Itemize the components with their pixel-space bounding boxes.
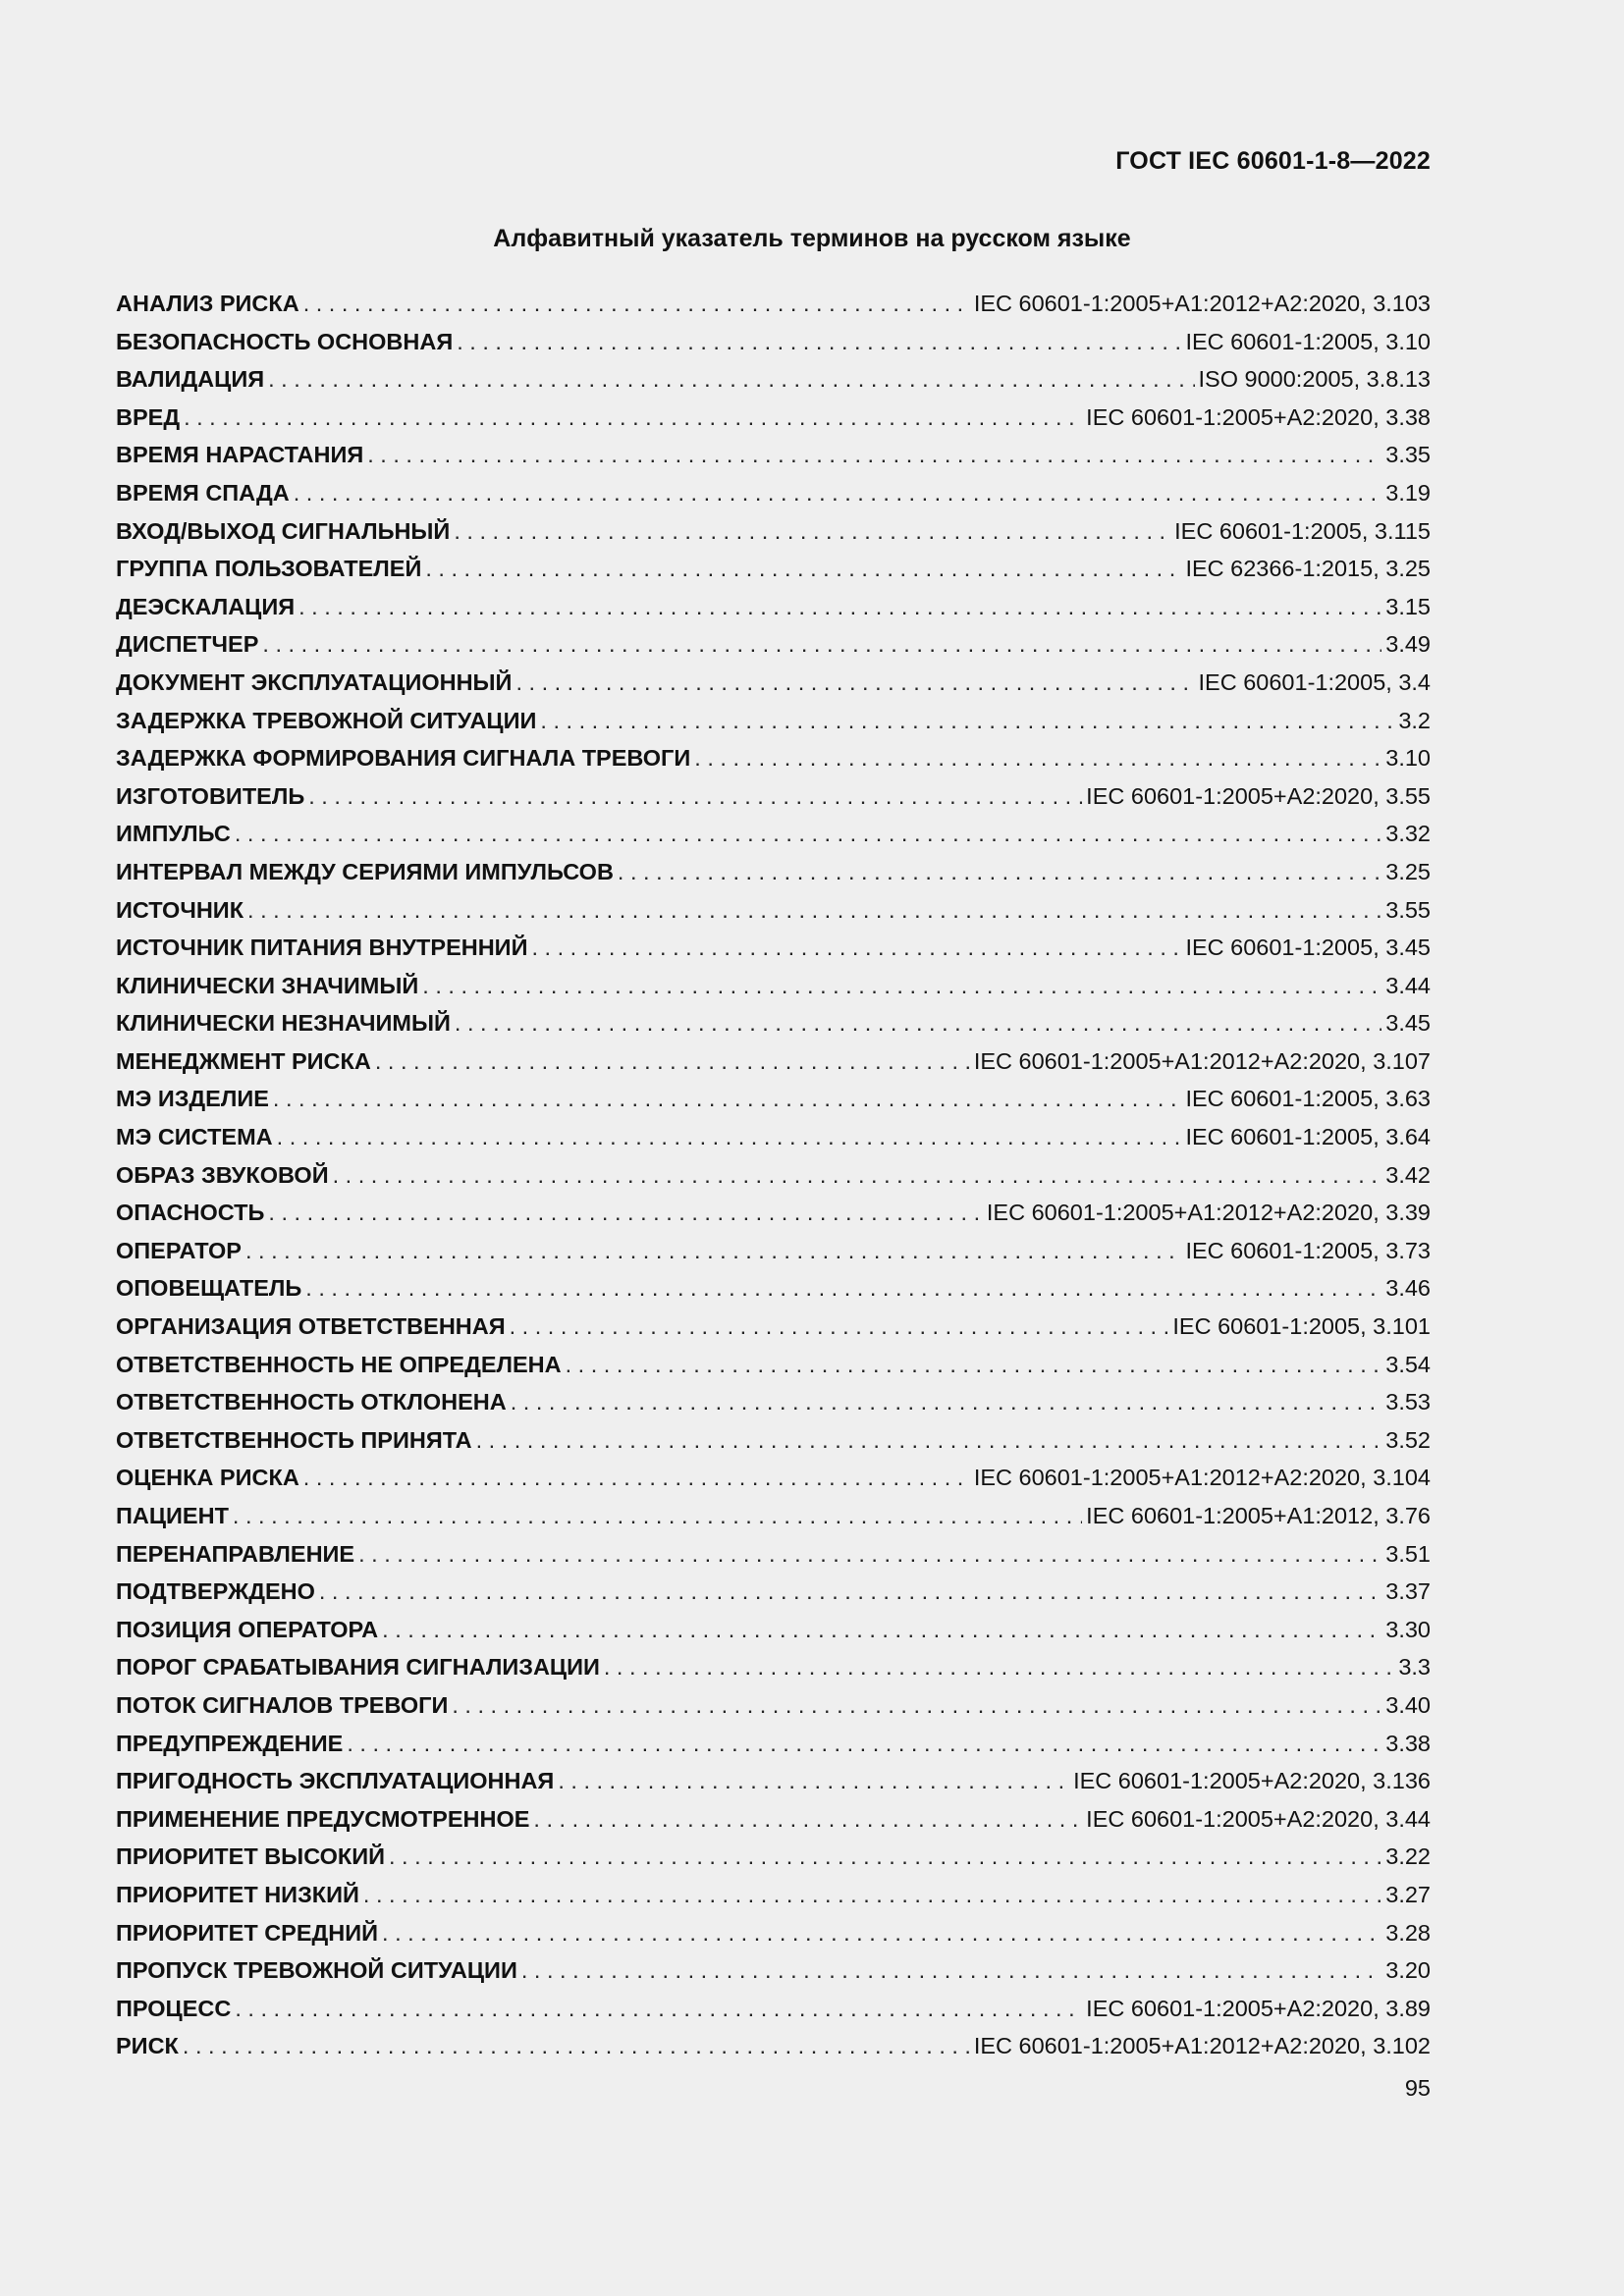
index-reference: 3.27: [1385, 1881, 1431, 1907]
index-entry: [116, 1346, 1431, 1384]
index-reference: 3.53: [1385, 1389, 1431, 1415]
dot-leader: [425, 550, 1181, 588]
index-term: ПРЕДУПРЕЖДЕНИЕ: [116, 1730, 344, 1756]
index-term: ПРИГОДНОСТЬ ЭКСПЛУАТАЦИОННАЯ: [116, 1768, 555, 1794]
index-entry: [116, 1914, 1431, 1952]
dot-leader: [558, 1762, 1069, 1800]
index-reference: IEC 60601-1:2005+A2:2020, 3.55: [1086, 782, 1431, 809]
index-reference: 3.37: [1385, 1578, 1431, 1605]
index-reference: ISO 9000:2005, 3.8.13: [1198, 366, 1431, 393]
index-entry: [116, 1004, 1431, 1042]
index-term: ДЕЭСКАЛАЦИЯ: [116, 593, 296, 619]
dot-leader: [294, 474, 1382, 512]
index-reference: IEC 60601-1:2005+A1:2012+A2:2020, 3.103: [973, 291, 1431, 316]
index-reference: 3.46: [1385, 1275, 1431, 1302]
index-term: АНАЛИЗ РИСКА: [116, 291, 299, 316]
dot-leader: [604, 1648, 1394, 1686]
index-entry: [116, 1990, 1431, 2028]
dot-leader: [298, 588, 1381, 626]
dot-leader: [183, 2027, 970, 2065]
index-term: МЕНЕДЖМЕНТ РИСКА: [116, 1047, 371, 1074]
dot-leader: [303, 285, 970, 323]
dot-leader: [235, 815, 1381, 853]
index-reference: 3.44: [1385, 972, 1431, 998]
index-reference: 3.45: [1385, 1010, 1431, 1037]
index-reference: IEC 60601-1:2005, 3.64: [1185, 1124, 1431, 1150]
index-term: ПРОПУСК ТРЕВОЖНОЙ СИТУАЦИИ: [116, 1957, 517, 1984]
index-term: ОПЕРАТОР: [116, 1237, 242, 1263]
index-reference: 3.42: [1385, 1161, 1431, 1188]
index-entry: [116, 1838, 1431, 1876]
dot-leader: [515, 664, 1194, 702]
index-term: РИСК: [116, 2033, 179, 2059]
index-term: ПОТОК СИГНАЛОВ ТРЕВОГИ: [116, 1691, 449, 1718]
index-reference: 3.54: [1385, 1351, 1431, 1377]
index-entry: [116, 739, 1431, 777]
index-term: ПОДТВЕРЖДЕНО: [116, 1578, 315, 1605]
index-term: ПОРОГ СРАБАТЫВАНИЯ СИГНАЛИЗАЦИИ: [116, 1654, 600, 1681]
dot-leader: [268, 360, 1194, 399]
index-entry: [116, 1194, 1431, 1232]
dot-leader: [511, 1383, 1382, 1421]
index-term: ИНТЕРВАЛ МЕЖДУ СЕРИЯМИ ИМПУЛЬСОВ: [116, 858, 614, 884]
dot-leader: [358, 1535, 1381, 1574]
index-reference: 3.20: [1385, 1957, 1431, 1984]
index-term: ВРЕМЯ СПАДА: [116, 479, 290, 506]
index-entry: [116, 1156, 1431, 1195]
dot-leader: [422, 967, 1381, 1005]
index-term: ОТВЕТСТВЕННОСТЬ НЕ ОПРЕДЕЛЕНА: [116, 1351, 562, 1377]
index-entry: [116, 436, 1431, 474]
index-reference: 3.30: [1385, 1616, 1431, 1642]
index-reference: IEC 60601-1:2005, 3.63: [1185, 1086, 1431, 1112]
index-entry: [116, 399, 1431, 437]
dot-leader: [540, 702, 1394, 740]
dot-leader: [382, 1611, 1381, 1649]
index-entry: [116, 929, 1431, 967]
index-term: ИСТОЧНИК: [116, 896, 244, 923]
index-term: ПРИОРИТЕТ СРЕДНИЙ: [116, 1919, 379, 1946]
dot-leader: [184, 399, 1082, 437]
dot-leader: [308, 777, 1082, 816]
index-entry: [116, 1459, 1431, 1497]
dot-leader: [245, 1232, 1181, 1270]
index-entry: [116, 285, 1431, 323]
index-reference: IEC 60601-1:2005+A2:2020, 3.136: [1073, 1768, 1431, 1794]
index-term: ВАЛИДАЦИЯ: [116, 366, 265, 393]
index-term: ИМПУЛЬС: [116, 821, 231, 847]
index-reference: 3.49: [1385, 631, 1431, 658]
index-entry: [116, 664, 1431, 702]
index-term: ИЗГОТОВИТЕЛЬ: [116, 782, 305, 809]
page-number: 95: [1404, 2075, 1431, 2101]
dot-leader: [363, 1876, 1381, 1914]
dot-leader: [262, 625, 1381, 664]
index-term: ВРЕМЯ НАРАСТАНИЯ: [116, 442, 364, 468]
index-reference: 3.2: [1398, 707, 1431, 733]
document-code: ГОСТ IEC 60601-1-8—2022: [1115, 147, 1431, 175]
index-term: ДОКУМЕНТ ЭКСПЛУАТАЦИОННЫЙ: [116, 668, 513, 695]
index-term: ОЦЕНКА РИСКА: [116, 1465, 299, 1491]
index-reference: IEC 60601-1:2005+A1:2012+A2:2020, 3.104: [973, 1465, 1431, 1491]
index-reference: IEC 60601-1:2005, 3.115: [1174, 517, 1431, 544]
index-reference: IEC 60601-1:2005+A1:2012, 3.76: [1086, 1503, 1431, 1528]
index-entry: [116, 1383, 1431, 1421]
index-entry: [116, 815, 1431, 853]
index-reference: 3.55: [1385, 896, 1431, 923]
index-term: МЭ ИЗДЕЛИЕ: [116, 1086, 269, 1112]
dot-leader: [375, 1042, 970, 1081]
index-term: ПРИМЕНЕНИЕ ПРЕДУСМОТРЕННОЕ: [116, 1805, 530, 1832]
index-entry: [116, 2027, 1431, 2065]
index-reference: IEC 60601-1:2005+A2:2020, 3.38: [1086, 403, 1431, 430]
dot-leader: [303, 1459, 970, 1497]
index-term: КЛИНИЧЕСКИ ЗНАЧИМЫЙ: [116, 972, 419, 998]
dot-leader: [694, 739, 1381, 777]
index-term: ВХОД/ВЫХОД СИГНАЛЬНЫЙ: [116, 517, 451, 544]
index-entry: [116, 891, 1431, 930]
index-term: ОБРАЗ ЗВУКОВОЙ: [116, 1161, 329, 1188]
index-term: ПЕРЕНАПРАВЛЕНИЕ: [116, 1540, 355, 1567]
index-title: Алфавитный указатель терминов на русском языке: [493, 225, 1131, 252]
dot-leader: [533, 1800, 1082, 1839]
index-term: ЗАДЕРЖКА ФОРМИРОВАНИЯ СИГНАЛА ТРЕВОГИ: [116, 745, 691, 772]
index-reference: 3.15: [1385, 593, 1431, 619]
index-reference: 3.32: [1385, 821, 1431, 847]
dot-leader: [319, 1573, 1381, 1611]
index-entry: [116, 625, 1431, 664]
dot-leader: [510, 1308, 1169, 1346]
index-entry: [116, 1686, 1431, 1725]
dot-leader: [347, 1725, 1381, 1763]
index-term: ОПАСНОСТЬ: [116, 1200, 265, 1226]
index-entry: [116, 550, 1431, 588]
dot-leader: [268, 1194, 982, 1232]
index-entry: [116, 1421, 1431, 1460]
index-term: МЭ СИСТЕМА: [116, 1124, 273, 1150]
index-entry: [116, 474, 1431, 512]
dot-leader: [452, 1686, 1381, 1725]
index-reference: 3.19: [1385, 479, 1431, 506]
index-reference: 3.51: [1385, 1540, 1431, 1567]
index-reference: IEC 60601-1:2005+A2:2020, 3.89: [1086, 1995, 1431, 2021]
dot-leader: [273, 1080, 1182, 1118]
dot-leader: [389, 1838, 1381, 1876]
index-entry: [116, 967, 1431, 1005]
index-reference: IEC 60601-1:2005, 3.73: [1185, 1237, 1431, 1263]
index-reference: IEC 60601-1:2005+A1:2012+A2:2020, 3.102: [973, 2033, 1431, 2059]
dot-leader: [566, 1346, 1382, 1384]
dot-leader: [277, 1118, 1182, 1156]
index-reference: 3.40: [1385, 1691, 1431, 1718]
index-entry: [116, 702, 1431, 740]
index-reference: IEC 60601-1:2005, 3.4: [1198, 668, 1431, 695]
index-term: ПРИОРИТЕТ НИЗКИЙ: [116, 1881, 359, 1907]
index-entry: [116, 1118, 1431, 1156]
index-reference: 3.52: [1385, 1426, 1431, 1453]
index-term: ГРУППА ПОЛЬЗОВАТЕЛЕЙ: [116, 556, 422, 582]
index-entry: [116, 512, 1431, 551]
index-entry: [116, 853, 1431, 891]
index-term: ПРИОРИТЕТ ВЫСОКИЙ: [116, 1843, 385, 1870]
index-entry: [116, 1573, 1431, 1611]
dot-leader: [233, 1497, 1082, 1535]
index-entry: [116, 1800, 1431, 1839]
index-term: ИСТОЧНИК ПИТАНИЯ ВНУТРЕННИЙ: [116, 934, 528, 961]
index-reference: 3.38: [1385, 1730, 1431, 1756]
dot-leader: [521, 1951, 1381, 1990]
dot-leader: [618, 853, 1381, 891]
index-entry: [116, 1951, 1431, 1990]
dot-leader: [382, 1914, 1381, 1952]
index-reference: IEC 62366-1:2015, 3.25: [1185, 556, 1431, 582]
index-term: БЕЗОПАСНОСТЬ ОСНОВНАЯ: [116, 328, 454, 354]
index-entry: [116, 777, 1431, 816]
index-reference: IEC 60601-1:2005+A2:2020, 3.44: [1086, 1805, 1431, 1832]
index-entry: [116, 1308, 1431, 1346]
dot-leader: [454, 512, 1170, 551]
index-reference: IEC 60601-1:2005, 3.10: [1185, 328, 1431, 354]
dot-leader: [305, 1269, 1381, 1308]
index-reference: 3.35: [1385, 442, 1431, 468]
index-entry: [116, 1535, 1431, 1574]
dot-leader: [367, 436, 1381, 474]
index-term: КЛИНИЧЕСКИ НЕЗНАЧИМЫЙ: [116, 1010, 451, 1037]
index-entry: [116, 360, 1431, 399]
index-entry: [116, 1497, 1431, 1535]
index-term: ОПОВЕЩАТЕЛЬ: [116, 1275, 302, 1302]
dot-leader: [476, 1421, 1382, 1460]
index-reference: 3.3: [1398, 1654, 1431, 1681]
index-reference: 3.10: [1385, 745, 1431, 772]
index-entry: [116, 1648, 1431, 1686]
index-term: ДИСПЕТЧЕР: [116, 631, 259, 658]
index-entry: [116, 1269, 1431, 1308]
index-term: ПАЦИЕНТ: [116, 1503, 229, 1528]
index-term: ПРОЦЕСС: [116, 1995, 232, 2021]
index-term: ОТВЕТСТВЕННОСТЬ ОТКЛОНЕНА: [116, 1389, 507, 1415]
dot-leader: [531, 929, 1181, 967]
dot-leader: [247, 891, 1381, 930]
index-reference: 3.25: [1385, 858, 1431, 884]
dot-leader: [455, 1004, 1381, 1042]
index-reference: IEC 60601-1:2005+A1:2012+A2:2020, 3.107: [973, 1047, 1431, 1074]
index-reference: IEC 60601-1:2005, 3.101: [1172, 1313, 1431, 1340]
index-term: ОТВЕТСТВЕННОСТЬ ПРИНЯТА: [116, 1426, 472, 1453]
index-entry: [116, 1762, 1431, 1800]
dot-leader: [235, 1990, 1082, 2028]
index-reference: IEC 60601-1:2005+A1:2012+A2:2020, 3.39: [986, 1200, 1431, 1226]
index-reference: IEC 60601-1:2005, 3.45: [1185, 934, 1431, 961]
index-entry: [116, 1232, 1431, 1270]
index-entry: [116, 1080, 1431, 1118]
index-entry: [116, 1725, 1431, 1763]
index-term: ОРГАНИЗАЦИЯ ОТВЕТСТВЕННАЯ: [116, 1313, 506, 1340]
index-term: ВРЕД: [116, 403, 181, 430]
dot-leader: [457, 323, 1181, 361]
index-entry: [116, 1876, 1431, 1914]
index-reference: 3.28: [1385, 1919, 1431, 1946]
index-entry: [116, 323, 1431, 361]
index-entry: [116, 588, 1431, 626]
index-term: ЗАДЕРЖКА ТРЕВОЖНОЙ СИТУАЦИИ: [116, 707, 537, 733]
index-entry: [116, 1611, 1431, 1649]
term-index-list: [116, 285, 1431, 2065]
dot-leader: [333, 1156, 1382, 1195]
index-reference: 3.22: [1385, 1843, 1431, 1870]
index-term: ПОЗИЦИЯ ОПЕРАТОРА: [116, 1616, 379, 1642]
index-entry: [116, 1042, 1431, 1081]
